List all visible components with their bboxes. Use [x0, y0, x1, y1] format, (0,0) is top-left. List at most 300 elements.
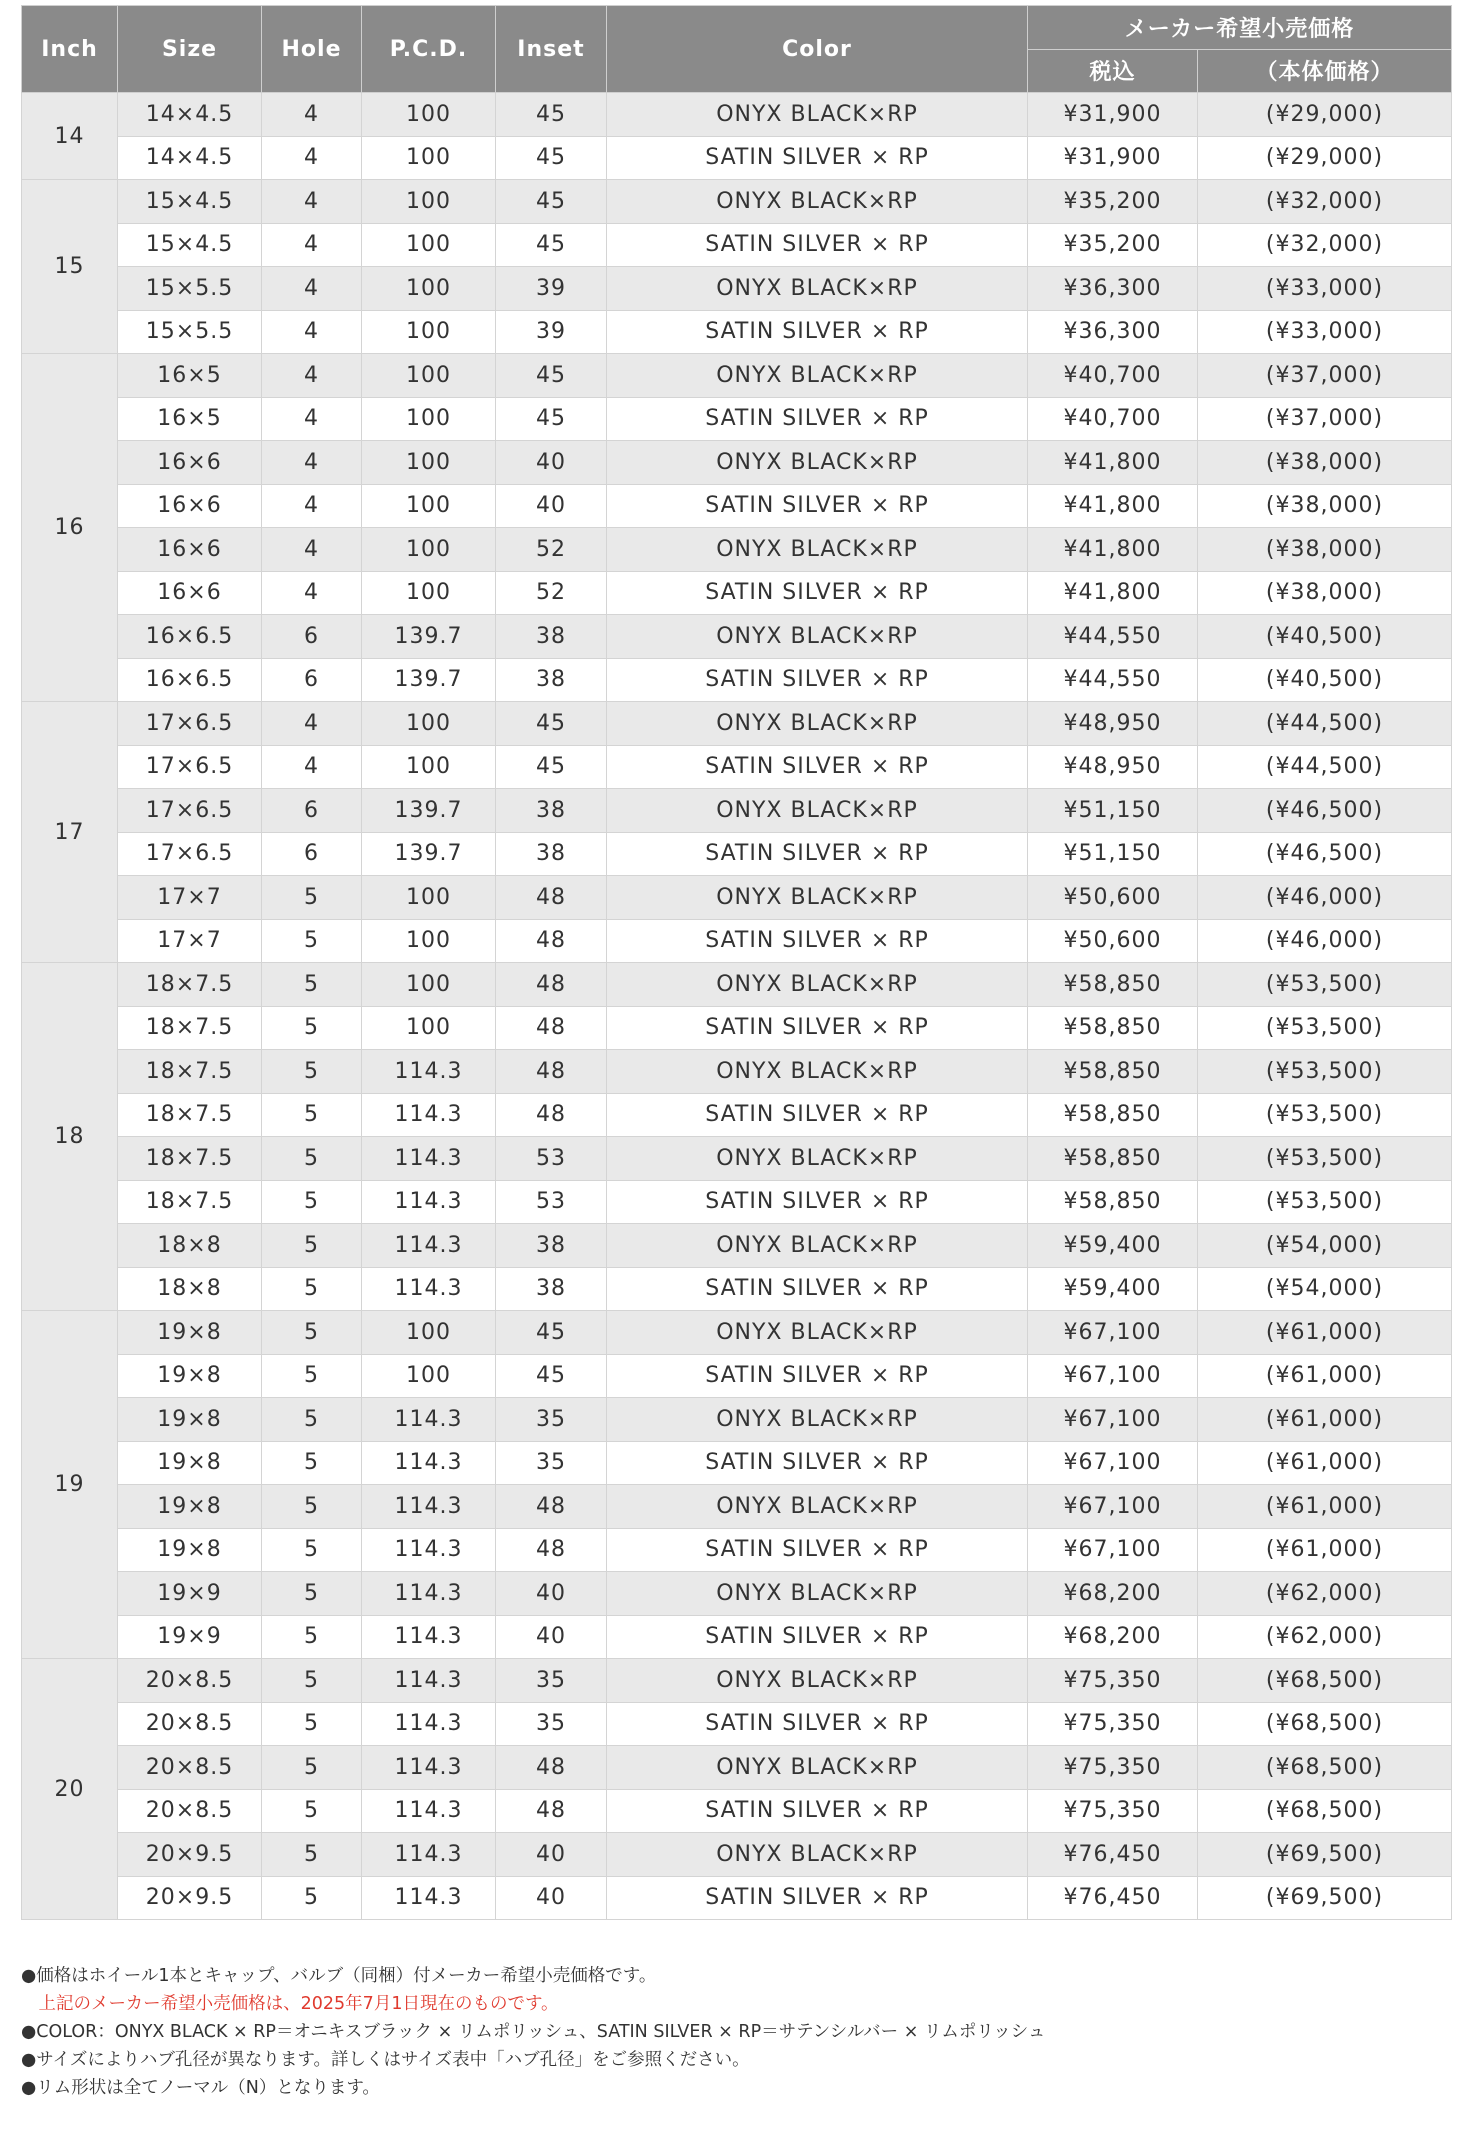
price-tax-cell: ¥36,300: [1028, 267, 1198, 311]
table-row: [22, 1137, 1452, 1181]
pcd-cell: 114.3: [362, 1572, 496, 1616]
price-tax-cell: ¥67,100: [1028, 1354, 1198, 1398]
table-row: [22, 180, 1452, 224]
inset-cell: 45: [496, 180, 607, 224]
price-base-cell: (¥68,500): [1198, 1702, 1452, 1746]
price-base-cell: (¥29,000): [1198, 93, 1452, 137]
color-cell: SATIN SILVER × RP: [607, 1876, 1028, 1920]
price-base-cell: (¥38,000): [1198, 484, 1452, 528]
spec-table-container: [21, 5, 1451, 1920]
inset-cell: 45: [496, 223, 607, 267]
pcd-cell: 114.3: [362, 1441, 496, 1485]
pcd-cell: 114.3: [362, 1659, 496, 1703]
table-row: [22, 1702, 1452, 1746]
price-base-cell: (¥53,500): [1198, 963, 1452, 1007]
pcd-cell: 114.3: [362, 1267, 496, 1311]
hole-cell: 5: [262, 1485, 362, 1529]
pcd-cell: 114.3: [362, 1528, 496, 1572]
price-tax-cell: ¥68,200: [1028, 1615, 1198, 1659]
price-base-cell: (¥68,500): [1198, 1659, 1452, 1703]
color-cell: SATIN SILVER × RP: [607, 1006, 1028, 1050]
price-tax-cell: ¥67,100: [1028, 1485, 1198, 1529]
size-cell: 17×6.5: [118, 702, 262, 746]
hole-cell: 6: [262, 789, 362, 833]
size-cell: 18×7.5: [118, 1180, 262, 1224]
note-line-highlight: 上記のメーカー希望小売価格は、2025年7月1日現在のものです。: [21, 1994, 559, 2014]
size-cell: 16×5: [118, 397, 262, 441]
hole-cell: 5: [262, 1137, 362, 1181]
color-cell: ONYX BLACK×RP: [607, 615, 1028, 659]
hole-cell: 4: [262, 702, 362, 746]
pcd-cell: 114.3: [362, 1702, 496, 1746]
price-tax-cell: ¥75,350: [1028, 1702, 1198, 1746]
price-tax-cell: ¥58,850: [1028, 1180, 1198, 1224]
hole-cell: 4: [262, 93, 362, 137]
table-row: [22, 1659, 1452, 1703]
size-cell: 18×7.5: [118, 1093, 262, 1137]
table-row: [22, 745, 1452, 789]
table-row: [22, 1311, 1452, 1355]
price-tax-cell: ¥48,950: [1028, 702, 1198, 746]
hole-cell: 5: [262, 1311, 362, 1355]
pcd-cell: 100: [362, 310, 496, 354]
size-cell: 20×8.5: [118, 1746, 262, 1790]
price-tax-cell: ¥41,800: [1028, 441, 1198, 485]
price-base-cell: (¥40,500): [1198, 615, 1452, 659]
size-cell: 17×6.5: [118, 789, 262, 833]
inset-cell: 38: [496, 832, 607, 876]
price-base-cell: (¥46,500): [1198, 789, 1452, 833]
color-cell: SATIN SILVER × RP: [607, 1267, 1028, 1311]
table-row: [22, 1528, 1452, 1572]
price-base-cell: (¥69,500): [1198, 1876, 1452, 1920]
header-inset: Inset: [496, 6, 607, 93]
price-tax-cell: ¥76,450: [1028, 1833, 1198, 1877]
size-cell: 14×4.5: [118, 136, 262, 180]
color-cell: ONYX BLACK×RP: [607, 702, 1028, 746]
pcd-cell: 114.3: [362, 1876, 496, 1920]
table-row: [22, 136, 1452, 180]
hole-cell: 4: [262, 354, 362, 398]
price-base-cell: (¥38,000): [1198, 571, 1452, 615]
hole-cell: 5: [262, 876, 362, 920]
size-cell: 20×9.5: [118, 1833, 262, 1877]
pcd-cell: 114.3: [362, 1093, 496, 1137]
hole-cell: 5: [262, 1702, 362, 1746]
color-cell: ONYX BLACK×RP: [607, 1311, 1028, 1355]
price-tax-cell: ¥41,800: [1028, 528, 1198, 572]
color-cell: ONYX BLACK×RP: [607, 1050, 1028, 1094]
inset-cell: 40: [496, 1572, 607, 1616]
price-tax-cell: ¥58,850: [1028, 1050, 1198, 1094]
inset-cell: 48: [496, 1006, 607, 1050]
size-cell: 16×6: [118, 528, 262, 572]
hole-cell: 5: [262, 1180, 362, 1224]
price-tax-cell: ¥51,150: [1028, 832, 1198, 876]
color-cell: SATIN SILVER × RP: [607, 136, 1028, 180]
pcd-cell: 100: [362, 702, 496, 746]
table-row: [22, 571, 1452, 615]
pcd-cell: 114.3: [362, 1224, 496, 1268]
color-cell: ONYX BLACK×RP: [607, 1398, 1028, 1442]
pcd-cell: 114.3: [362, 1789, 496, 1833]
color-cell: SATIN SILVER × RP: [607, 832, 1028, 876]
table-row: [22, 223, 1452, 267]
price-base-cell: (¥54,000): [1198, 1267, 1452, 1311]
price-base-cell: (¥61,000): [1198, 1441, 1452, 1485]
price-tax-cell: ¥31,900: [1028, 136, 1198, 180]
table-row: [22, 1572, 1452, 1616]
header-inch: Inch: [22, 6, 118, 93]
price-base-cell: (¥53,500): [1198, 1137, 1452, 1181]
size-cell: 19×8: [118, 1398, 262, 1442]
inset-cell: 35: [496, 1398, 607, 1442]
table-row: [22, 528, 1452, 572]
size-cell: 19×9: [118, 1572, 262, 1616]
table-row: [22, 1354, 1452, 1398]
price-base-cell: (¥38,000): [1198, 528, 1452, 572]
table-row: [22, 1876, 1452, 1920]
inset-cell: 45: [496, 354, 607, 398]
inch-cell: 14: [22, 93, 118, 180]
pcd-cell: 100: [362, 441, 496, 485]
size-cell: 15×5.5: [118, 267, 262, 311]
size-cell: 17×6.5: [118, 745, 262, 789]
table-row: [22, 1833, 1452, 1877]
hole-cell: 5: [262, 963, 362, 1007]
inset-cell: 39: [496, 267, 607, 311]
price-base-cell: (¥40,500): [1198, 658, 1452, 702]
table-row: [22, 397, 1452, 441]
inset-cell: 48: [496, 1789, 607, 1833]
size-cell: 14×4.5: [118, 93, 262, 137]
color-cell: SATIN SILVER × RP: [607, 310, 1028, 354]
pcd-cell: 114.3: [362, 1398, 496, 1442]
size-cell: 19×8: [118, 1311, 262, 1355]
color-cell: SATIN SILVER × RP: [607, 484, 1028, 528]
price-base-cell: (¥61,000): [1198, 1528, 1452, 1572]
price-base-cell: (¥46,000): [1198, 919, 1452, 963]
pcd-cell: 100: [362, 267, 496, 311]
inset-cell: 40: [496, 1615, 607, 1659]
color-cell: SATIN SILVER × RP: [607, 1528, 1028, 1572]
table-row: [22, 441, 1452, 485]
pcd-cell: 100: [362, 93, 496, 137]
hole-cell: 4: [262, 397, 362, 441]
hole-cell: 4: [262, 267, 362, 311]
price-tax-cell: ¥58,850: [1028, 963, 1198, 1007]
price-tax-cell: ¥75,350: [1028, 1659, 1198, 1703]
color-cell: SATIN SILVER × RP: [607, 919, 1028, 963]
inset-cell: 38: [496, 615, 607, 659]
hole-cell: 5: [262, 1572, 362, 1616]
price-tax-cell: ¥75,350: [1028, 1789, 1198, 1833]
color-cell: SATIN SILVER × RP: [607, 397, 1028, 441]
inset-cell: 48: [496, 1746, 607, 1790]
hole-cell: 5: [262, 1398, 362, 1442]
pcd-cell: 139.7: [362, 615, 496, 659]
pcd-cell: 100: [362, 528, 496, 572]
pcd-cell: 100: [362, 876, 496, 920]
pcd-cell: 100: [362, 1354, 496, 1398]
color-cell: SATIN SILVER × RP: [607, 1789, 1028, 1833]
color-cell: SATIN SILVER × RP: [607, 1180, 1028, 1224]
price-tax-cell: ¥40,700: [1028, 354, 1198, 398]
color-cell: SATIN SILVER × RP: [607, 1441, 1028, 1485]
price-base-cell: (¥68,500): [1198, 1746, 1452, 1790]
price-base-cell: (¥46,500): [1198, 832, 1452, 876]
size-cell: 19×8: [118, 1485, 262, 1529]
table-row: [22, 1789, 1452, 1833]
note-line: ●サイズによりハブ孔径が異なります。詳しくはサイズ表中「ハブ孔径」をご参照ください。: [21, 2050, 750, 2070]
color-cell: ONYX BLACK×RP: [607, 1485, 1028, 1529]
price-tax-cell: ¥48,950: [1028, 745, 1198, 789]
size-cell: 16×6: [118, 571, 262, 615]
color-cell: ONYX BLACK×RP: [607, 1833, 1028, 1877]
pcd-cell: 139.7: [362, 658, 496, 702]
pcd-cell: 100: [362, 745, 496, 789]
size-cell: 20×8.5: [118, 1702, 262, 1746]
size-cell: 20×8.5: [118, 1659, 262, 1703]
price-tax-cell: ¥58,850: [1028, 1137, 1198, 1181]
table-row: [22, 702, 1452, 746]
inset-cell: 53: [496, 1137, 607, 1181]
table-row: [22, 1093, 1452, 1137]
price-base-cell: (¥61,000): [1198, 1398, 1452, 1442]
price-base-cell: (¥44,500): [1198, 702, 1452, 746]
price-tax-cell: ¥41,800: [1028, 484, 1198, 528]
price-tax-cell: ¥31,900: [1028, 93, 1198, 137]
wheel-spec-table: [21, 5, 1452, 1920]
header-size: Size: [118, 6, 262, 93]
size-cell: 18×7.5: [118, 1006, 262, 1050]
inset-cell: 35: [496, 1659, 607, 1703]
pcd-cell: 114.3: [362, 1833, 496, 1877]
table-row: [22, 1441, 1452, 1485]
table-row: [22, 1746, 1452, 1790]
table-row: [22, 658, 1452, 702]
color-cell: ONYX BLACK×RP: [607, 528, 1028, 572]
hole-cell: 6: [262, 832, 362, 876]
inset-cell: 45: [496, 93, 607, 137]
table-row: [22, 963, 1452, 1007]
pcd-cell: 100: [362, 919, 496, 963]
hole-cell: 5: [262, 919, 362, 963]
header-hole: Hole: [262, 6, 362, 93]
table-row: [22, 267, 1452, 311]
hole-cell: 5: [262, 1006, 362, 1050]
price-tax-cell: ¥40,700: [1028, 397, 1198, 441]
table-row: [22, 832, 1452, 876]
size-cell: 17×7: [118, 876, 262, 920]
price-base-cell: (¥69,500): [1198, 1833, 1452, 1877]
footnotes: [21, 1962, 1461, 2102]
hole-cell: 5: [262, 1615, 362, 1659]
price-base-cell: (¥62,000): [1198, 1572, 1452, 1616]
pcd-cell: 114.3: [362, 1485, 496, 1529]
inset-cell: 45: [496, 1311, 607, 1355]
hole-cell: 4: [262, 180, 362, 224]
price-tax-cell: ¥58,850: [1028, 1006, 1198, 1050]
inset-cell: 48: [496, 1050, 607, 1094]
inset-cell: 48: [496, 876, 607, 920]
price-tax-cell: ¥58,850: [1028, 1093, 1198, 1137]
color-cell: ONYX BLACK×RP: [607, 354, 1028, 398]
inset-cell: 52: [496, 571, 607, 615]
pcd-cell: 114.3: [362, 1050, 496, 1094]
color-cell: SATIN SILVER × RP: [607, 1093, 1028, 1137]
size-cell: 16×5: [118, 354, 262, 398]
hole-cell: 5: [262, 1659, 362, 1703]
hole-cell: 4: [262, 223, 362, 267]
table-row: [22, 1398, 1452, 1442]
inset-cell: 35: [496, 1441, 607, 1485]
color-cell: ONYX BLACK×RP: [607, 267, 1028, 311]
hole-cell: 5: [262, 1354, 362, 1398]
header-color: Color: [607, 6, 1028, 93]
price-base-cell: (¥46,000): [1198, 876, 1452, 920]
inset-cell: 35: [496, 1702, 607, 1746]
price-tax-cell: ¥75,350: [1028, 1746, 1198, 1790]
color-cell: SATIN SILVER × RP: [607, 1702, 1028, 1746]
price-base-cell: (¥32,000): [1198, 180, 1452, 224]
inset-cell: 53: [496, 1180, 607, 1224]
hole-cell: 4: [262, 441, 362, 485]
table-row: [22, 1180, 1452, 1224]
color-cell: ONYX BLACK×RP: [607, 441, 1028, 485]
price-base-cell: (¥38,000): [1198, 441, 1452, 485]
size-cell: 16×6.5: [118, 658, 262, 702]
price-tax-cell: ¥76,450: [1028, 1876, 1198, 1920]
table-row: [22, 615, 1452, 659]
color-cell: ONYX BLACK×RP: [607, 93, 1028, 137]
size-cell: 17×6.5: [118, 832, 262, 876]
pcd-cell: 100: [362, 180, 496, 224]
price-base-cell: (¥61,000): [1198, 1311, 1452, 1355]
price-base-cell: (¥53,500): [1198, 1050, 1452, 1094]
price-base-cell: (¥29,000): [1198, 136, 1452, 180]
color-cell: ONYX BLACK×RP: [607, 1572, 1028, 1616]
price-tax-cell: ¥35,200: [1028, 223, 1198, 267]
header-pcd: P.C.D.: [362, 6, 496, 93]
size-cell: 19×8: [118, 1354, 262, 1398]
pcd-cell: 100: [362, 1006, 496, 1050]
price-tax-cell: ¥44,550: [1028, 658, 1198, 702]
inch-cell: 16: [22, 354, 118, 702]
size-cell: 16×6: [118, 441, 262, 485]
inset-cell: 40: [496, 441, 607, 485]
size-cell: 17×7: [118, 919, 262, 963]
table-row: [22, 1050, 1452, 1094]
pcd-cell: 100: [362, 571, 496, 615]
price-tax-cell: ¥67,100: [1028, 1398, 1198, 1442]
price-base-cell: (¥32,000): [1198, 223, 1452, 267]
pcd-cell: 114.3: [362, 1746, 496, 1790]
inset-cell: 40: [496, 1833, 607, 1877]
price-base-cell: (¥62,000): [1198, 1615, 1452, 1659]
inch-cell: 20: [22, 1659, 118, 1920]
color-cell: SATIN SILVER × RP: [607, 658, 1028, 702]
pcd-cell: 100: [362, 1311, 496, 1355]
size-cell: 19×9: [118, 1615, 262, 1659]
color-cell: ONYX BLACK×RP: [607, 963, 1028, 1007]
hole-cell: 5: [262, 1746, 362, 1790]
hole-cell: 5: [262, 1789, 362, 1833]
inset-cell: 45: [496, 745, 607, 789]
pcd-cell: 139.7: [362, 832, 496, 876]
note-line: ●COLOR：ONYX BLACK × RP＝オニキスブラック × リムポリッシュ、SATIN SILVER × RP＝サテンシルバー × リムポリッシュ: [21, 2022, 1046, 2042]
inch-cell: 17: [22, 702, 118, 963]
table-row: [22, 1267, 1452, 1311]
price-tax-cell: ¥36,300: [1028, 310, 1198, 354]
color-cell: ONYX BLACK×RP: [607, 876, 1028, 920]
price-tax-cell: ¥67,100: [1028, 1441, 1198, 1485]
inch-cell: 18: [22, 963, 118, 1311]
hole-cell: 5: [262, 1441, 362, 1485]
table-row: [22, 484, 1452, 528]
inset-cell: 48: [496, 963, 607, 1007]
table-header: [22, 6, 1452, 93]
table-row: [22, 919, 1452, 963]
price-tax-cell: ¥44,550: [1028, 615, 1198, 659]
price-base-cell: (¥33,000): [1198, 267, 1452, 311]
price-base-cell: (¥37,000): [1198, 354, 1452, 398]
price-tax-cell: ¥50,600: [1028, 876, 1198, 920]
inch-cell: 15: [22, 180, 118, 354]
price-base-cell: (¥68,500): [1198, 1789, 1452, 1833]
price-tax-cell: ¥50,600: [1028, 919, 1198, 963]
color-cell: ONYX BLACK×RP: [607, 1137, 1028, 1181]
size-cell: 19×8: [118, 1441, 262, 1485]
hole-cell: 4: [262, 528, 362, 572]
hole-cell: 4: [262, 484, 362, 528]
hole-cell: 4: [262, 745, 362, 789]
size-cell: 20×8.5: [118, 1789, 262, 1833]
price-base-cell: (¥53,500): [1198, 1006, 1452, 1050]
header-price-tax-included: 税込: [1028, 49, 1198, 93]
price-base-cell: (¥61,000): [1198, 1354, 1452, 1398]
inset-cell: 40: [496, 1876, 607, 1920]
header-price-base: （本体価格）: [1198, 49, 1452, 93]
hole-cell: 4: [262, 136, 362, 180]
color-cell: ONYX BLACK×RP: [607, 180, 1028, 224]
price-tax-cell: ¥35,200: [1028, 180, 1198, 224]
inset-cell: 38: [496, 1224, 607, 1268]
inset-cell: 38: [496, 658, 607, 702]
pcd-cell: 100: [362, 484, 496, 528]
hole-cell: 5: [262, 1224, 362, 1268]
hole-cell: 6: [262, 615, 362, 659]
size-cell: 15×4.5: [118, 223, 262, 267]
table-row: [22, 876, 1452, 920]
table-row: [22, 1006, 1452, 1050]
price-tax-cell: ¥51,150: [1028, 789, 1198, 833]
size-cell: 20×9.5: [118, 1876, 262, 1920]
table-row: [22, 1224, 1452, 1268]
pcd-cell: 100: [362, 136, 496, 180]
inset-cell: 45: [496, 1354, 607, 1398]
color-cell: SATIN SILVER × RP: [607, 1615, 1028, 1659]
pcd-cell: 100: [362, 963, 496, 1007]
pcd-cell: 139.7: [362, 789, 496, 833]
size-cell: 18×8: [118, 1267, 262, 1311]
size-cell: 16×6: [118, 484, 262, 528]
size-cell: 19×8: [118, 1528, 262, 1572]
hole-cell: 5: [262, 1528, 362, 1572]
inset-cell: 45: [496, 702, 607, 746]
size-cell: 18×7.5: [118, 1137, 262, 1181]
inset-cell: 48: [496, 1485, 607, 1529]
